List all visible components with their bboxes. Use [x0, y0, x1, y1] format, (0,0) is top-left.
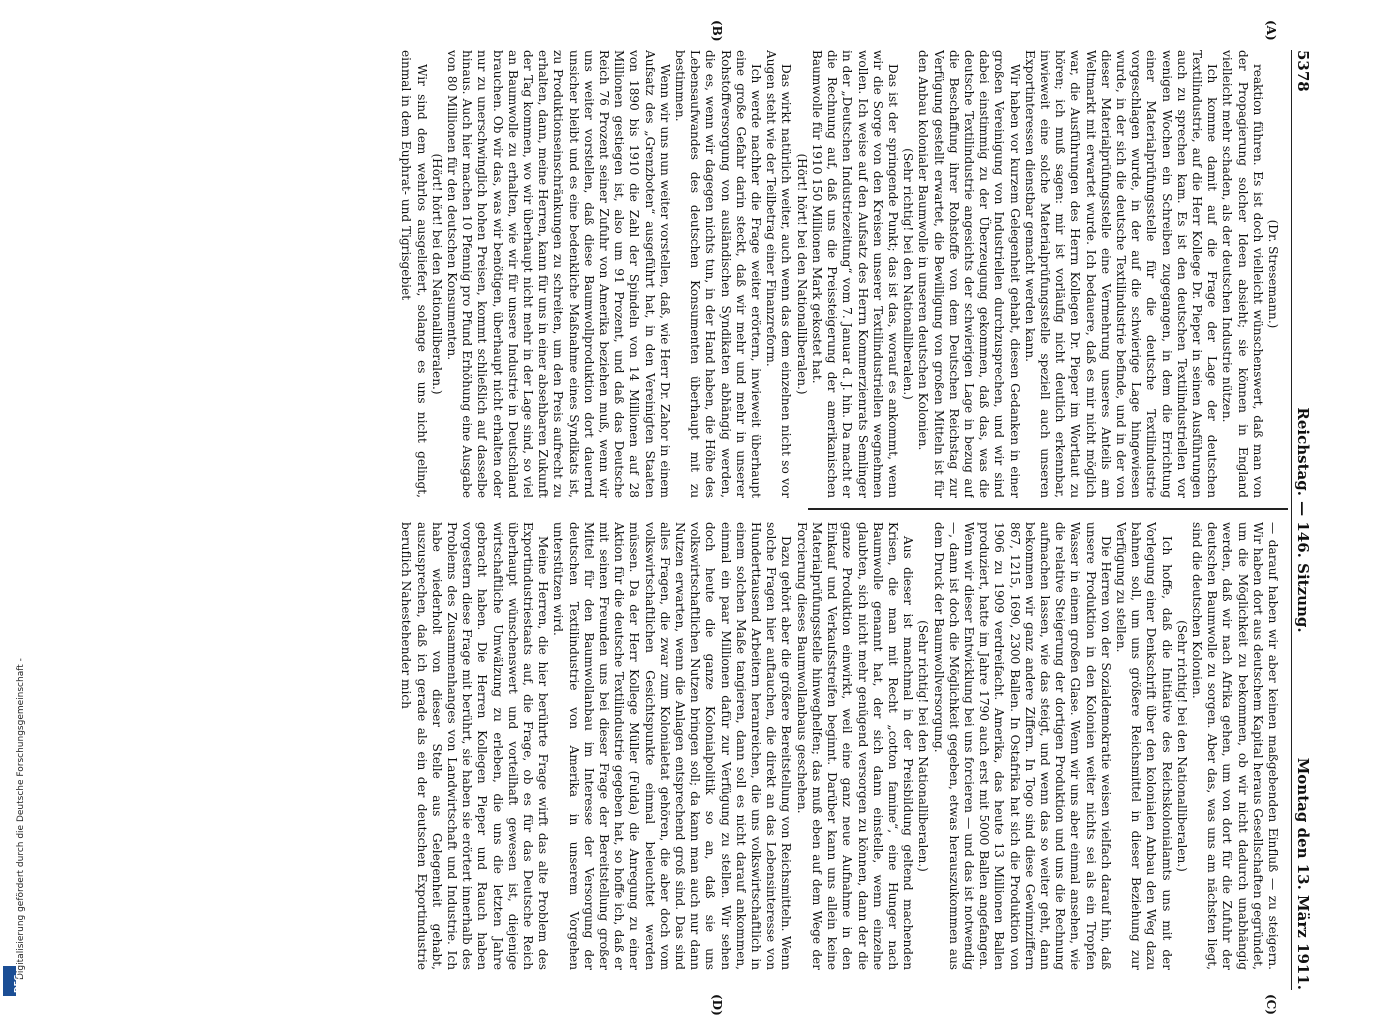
digitization-credit — [4, 600, 26, 1000]
margin-mark-b: (B) — [710, 20, 724, 42]
left-column-paragraph: Wir sind dem wehrlos ausgeliefert, solange es uns nicht gelingt, einmal in dem Euphrat- und Tigrisgebiet — [399, 50, 429, 498]
right-text-column — [280, 522, 1280, 970]
page-header — [1291, 50, 1314, 990]
left-column-paragraph: Wenn wir uns nun weiter vorstellen, daß, wie Herr Dr. Zahor in einem Aufsatz des „Grenzboten“ ausgeführt hat, in den Vereinigten Staaten von 1890 bis 1910 die Zahl der Spindeln von 14 Millionen auf 28 Millionen gestiegen ist, also um 91 Prozent, und daß das Deutsche Reich 76 Prozent seiner Zufuhr von Amerika beziehen muß, wenn wir uns weiter vorstellen, daß diese Baumwollproduktion dort dauernd unsicher bleibt und es eine bedenkliche Maßnahme eines Syndikats ist, zu Produktionseinschränkungen zu schreiten, um den Preis aufrecht zu erhalten, dann, meine Herren, kann für uns in einer absehbaren Zukunft der Tag kommen, wo wir überhaupt nicht mehr in der Lage sind, so viel an Baumwolle zu erhalten, wie wir für unsere Industrie in Deutschland brauchen. Ob wir das, was wir benötigen, überhaupt nicht erhalten oder nur zu unerschwinglich hohen Preisen, kommt schließlich auf dasselbe hinaus. Auch hier machen 10 Pfennig pro Pfund Erhöhung eine Ausgabe von 80 Millionen für den deutschen Konsumenten. — [445, 50, 672, 498]
column-divider — [808, 508, 1288, 510]
left-column-paragraph: Ich werde nachher die Frage weiter erörtern, inwieweit überhaupt eine große Gefahr darin steckt, daß wir mehr und mehr in unserer Rohstoffversorgung von ausländischen Syndikaten abhängig werden, die es, wenn wir dagegen nichts tun, in der Hand haben, die Höhe des Lebensaufwandes des deutschen Konsumenten überhaupt mit zu bestimmen. — [673, 50, 764, 498]
credit-text: Digitalisierung gefördert durch die Deutsche Forschungsgemeinschaft - — [16, 658, 26, 980]
left-column-paragraph: Das wirkt natürlich weiter, auch wenn das dem einzelnen nicht so vor Augen steht wie der Teilbetrag einer Finanzreform. — [764, 50, 794, 498]
right-column-paragraph: Ich hoffe, daß die Initiative des Reichskolonialamts uns mit der Vorlegung einer Denkschrift über den kolonialen Anbau den Weg dazu bahnen soll, um uns größere Reichsmittel in dieser Beziehung zur Verfügung zu stellen. — [1113, 522, 1174, 970]
left-column-paragraph: (Dr. Stresemann.) — [1266, 219, 1280, 329]
page-number: 5378 — [1294, 50, 1312, 92]
right-column-paragraph: Dazu gehört aber die größere Bereitstellung von Reichsmitteln. Wenn solche Fragen hier auftauchen, die direkt an das Lebensinteresse von Hunderttausend Arbeitern heranreichen, die uns volkswirtschaftlich in einem solchen Maße tangieren, dann soll es nicht darauf ankommen, einmal ein paar Millionen dafür zur Verfügung zu stellen. Wir sehen doch heute die ganze Kolonialpolitik so an, daß sie uns volkswirtschaftlichen Nutzen bringen soll; da kann man auch nur dann Nutzen erwarten, wenn die Anlagen entsprechend groß sind. Das sind alles Fragen, die zwar zum Kolonialetat gehören, die aber doch vom volkswirtschaftlichen Gesichtspunkte einmal beleuchtet werden müssen. Da der Herr Kollege Müller (Fulda) die Anregung zu einer Aktion für die deutsche Textilindustrie gegeben hat, so hoffe ich, daß er mit seinen Freunden uns bei dieser Frage der Bereitstellung großer Mittel für den Baumwollanbau im Interesse der Versorgung der deutschen Textilindustrie von Amerika in unserem Vorgehen unterstützen wird. — [551, 522, 794, 970]
margin-mark-a: (A) — [1264, 20, 1278, 41]
session-date: Montag den 13. März 1911. — [1294, 757, 1312, 990]
left-column-paragraph: (Hört! hört! bei den Nationalliberalen.) — [429, 153, 444, 395]
left-text-column — [280, 50, 1280, 498]
margin-mark-d: (D) — [710, 994, 724, 1016]
left-column-paragraph: Ich komme damit auf die Frage der Lage der deutschen Textilindustrie, auf die Herr Kollege Dr. Pieper in seinen Ausführungen auch zu sprechen kam. Es ist den deutschen Textilindustriellen vor wenigen Wochen ein Schreiben zugegangen, in dem die Errichtung einer Materialprüfungsstelle für die deutsche Textilindustrie vorgeschlagen wurde, in der auf die schwierige Lage hingewiesen wurde, in der sich die deutsche Textilindustrie befinde, und in der von dieser Materialprüfungsstelle eine Vermehrung unseres Anteils am Weltmarkt mit erwartet wurde. Ich bedauere, daß es mir nicht möglich war, die Ausführungen des Herrn Kollegen Dr. Pieper im Wortlaut zu hören; ich muß sagen: mir ist vorläufig nicht deutlich erkennbar, inwieweit eine solche Materialprüfungsstelle speziell auch unseren Exportinteressen dienstbar gemacht werden kann. — [1022, 50, 1220, 498]
dfg-logo — [3, 966, 22, 996]
session-title: Reichstag. — 146. Sitzung. — [1294, 407, 1312, 633]
left-column-paragraph: Wir haben vor kurzem Gelegenheit gehabt, diesen Gedanken in einer großen Vereinigung von Industriellen durchzusprechen, und wir sind dabei einstimmig zu der Überzeugung gekommen, daß das, was die deutsche Textilindustrie angesichts der schwierigen Lage in bezug auf die Beschaffung ihrer Rohstoffe von dem Deutschen Reichstag zur Verfügung gestellt erwartet, die Bewilligung von großen Mitteln ist für den Anbau kolonialer Baumwolle in unseren deutschen Kolonien. — [916, 50, 1022, 498]
dfg-logo-text: DFG — [13, 974, 22, 993]
right-column-paragraph: — darauf haben wir aber keinen maßgebenden Einfluß — zu steigern. Wir haben dort aus deutschem Kapital heraus Gesellschaften gegründet, um die Möglichkeit zu bekommen, ob wir nicht dadurch unabhängig werden, daß wir nach Afrika gehen, um von dort für die Zufuhr der deutschen Baumwolle zu sorgen. Aber das, was uns am nächsten liegt, sind die deutschen Kolonien. — [1189, 522, 1280, 970]
right-column-paragraph: (Sehr richtig! bei den Nationalliberalen.) — [916, 620, 931, 872]
right-column-paragraph: Die Herren von der Sozialdemokratie weisen vielfach darauf hin, daß unsere Produktion in den Kolonien weiter nichts sei als ein Tropfen Wasser in einem großen Glase. Wenn wir uns aber einmal ansehen, wie die relative Steigerung der dortigen Produktion und uns die Rechnung aufmachen lassen, wie das steigt, und wenn das so weiter geht, dann bekommen wir ganz andere Ziffern. In Togo sind diese Gewinnziffern 867, 1215, 1690, 2300 Ballen. In Ostafrika hat sich die Produktion von 1906 zu 1909 verdreifacht. Amerika, das heute 13 Millionen Ballen produziert, hatte im Jahre 1790 auch erst mit 5000 Ballen angefangen. Wenn wir dieser Entwicklung bei uns forcieren — und das ist notwendig —, dann ist doch die Möglichkeit gegeben, etwas herauszukommen aus dem Druck der Baumwollversorgung. — [931, 522, 1113, 970]
right-column-paragraph: Aus dieser ist manchmal in der Preisbildung geltend machenden Krisen, die man mit Recht „cotton famine“, eine Hunger nach Baumwolle genannt hat, der sich dann einstelle, wenn einzelne glaubten, sich nicht mehr genügend versorgen zu können, dann der die ganze Produktion einwirkt, weil eine ganz neue Aufnahme in den Einkauf und Verkaufsstreifen beginnt. Darüber kann uns allein keine Materialprüfungsstelle hinweghelfen; das muß eben auf dem Wege der Forcierung dieses Baumwollanbaus geschehen. — [794, 522, 916, 970]
left-column-paragraph: reaktion führen. Es ist doch vielleicht wünschenswert, daß man von der Propagierung solcher Ideen absieht; sie können in England vielleicht mehr schaden, als der deutschen Industrie nützen. — [1220, 50, 1265, 498]
left-column-paragraph: Das ist der springende Punkt; das ist das, worauf es ankommt, wenn wir die Sorge von den Kreisen unserer Textilindustriellen wegnehmen wollen. Ich weise auf den Aufsatz des Herrn Kommerzienrats Semlinger in der „Deutschen Industriezeitung“ vom 7. Januar d. J. hin. Da macht er die Rechnung auf, daß uns die Preissteigerung der amerikanischen Baumwolle für 1910 150 Millionen Mark gekostet hat. — [809, 50, 900, 498]
margin-mark-c: (C) — [1264, 994, 1278, 1015]
right-column-paragraph: (Sehr richtig! bei den Nationalliberalen.) — [1174, 620, 1189, 872]
left-column-paragraph: (Hört! hört! bei den Nationalliberalen.) — [794, 153, 809, 395]
rotated-page — [44, 20, 1314, 1016]
right-column-paragraph: Meine Herren, die hier berührte Frage wirft das alte Problem des Exportindustriestaats auf, die Frage, ob es für das Deutsche Reich überhaupt wünschenswert und vorteilhaft gewesen ist, diejenige wirtschaftliche Umwälzung zu erleben, die uns die letzten Jahre gebracht haben. Die Herren Kollegen Pieper und Rauch haben vorgestern diese Frage mit berührt, sie haben sie erörtert innerhalb des Problems des Zusammenhanges von Landwirtschaft und Industrie. Ich habe wiederholt von dieser Stelle aus Gelegenheit gehabt, auszusprechen, daß ich gerade als ein der deutschen Exportindustrie beruflich Nahestehender mich — [399, 522, 551, 970]
left-column-paragraph: (Sehr richtig! bei den Nationalliberalen.) — [901, 148, 916, 400]
